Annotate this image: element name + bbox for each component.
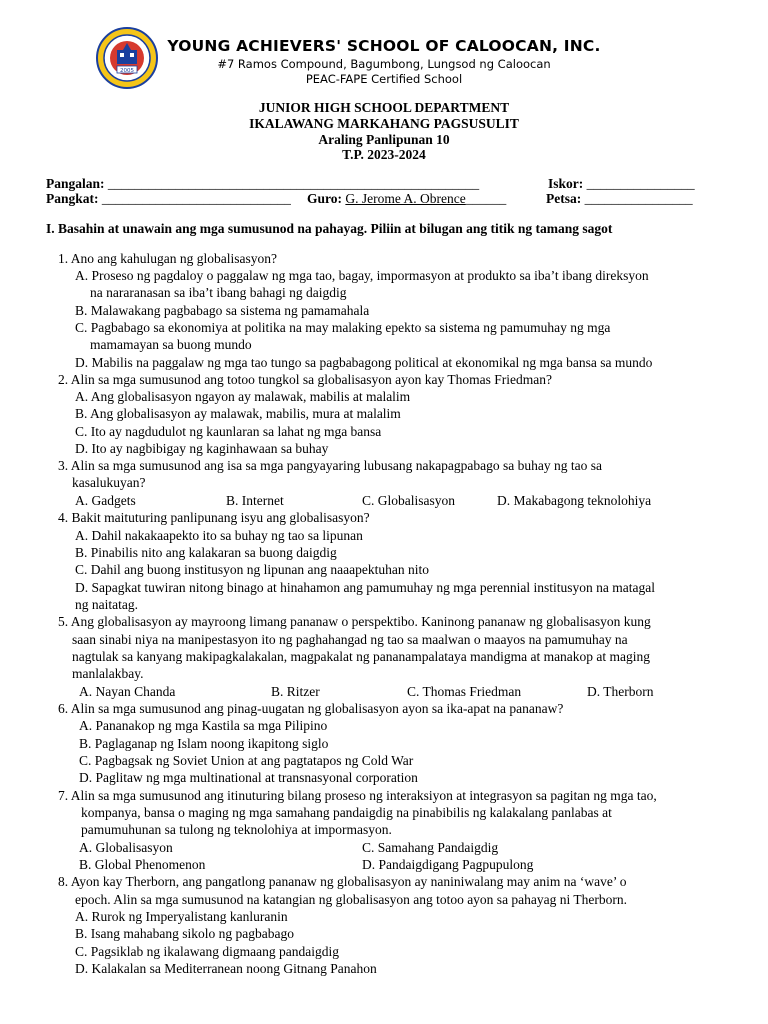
question-5-cont-2: nagtulak sa kanyang makipagkalakalan, magpakalat ng pananampalataya mandigma at manakop at maging xyxy=(72,649,651,664)
q7-choice-a: A. Globalisasyon xyxy=(79,840,173,855)
q1-choice-c-cont: mamamayan sa buong mundo xyxy=(90,337,252,352)
q1-choice-d: D. Mabilis na paggalaw ng mga tao tungo sa pagbabagong political at ekonomikal ng mga bansa sa mundo xyxy=(75,355,653,370)
question-7-cont-1: kompanya, bansa o maging ng mga samahang pandaigdig na pinabibilis ng kalakalang panlabas at xyxy=(81,805,612,820)
question-8: 8. Ayon kay Therborn, ang pangatlong pananaw ng globalisasyon ay naniniwalang may anim na ‘wave’ o xyxy=(58,874,627,889)
q1-choice-a: A. Proseso ng pagdaloy o paggalaw ng mga tao, bagay, impormasyon at produkto sa iba’t ibang direksyon xyxy=(75,268,649,283)
score-label: Iskor: xyxy=(548,176,584,191)
q1-choice-a-cont: na nararanasan sa iba’t ibang bahagi ng daigdig xyxy=(90,285,347,300)
teacher-blank: ______ xyxy=(465,191,507,206)
section-field[interactable] xyxy=(46,191,291,207)
q7-choice-c: C. Samahang Pandaigdig xyxy=(362,840,499,855)
q3-choice-c: C. Globalisasyon xyxy=(362,493,455,508)
department-title: JUNIOR HIGH SCHOOL DEPARTMENT xyxy=(258,100,510,115)
date-label: Petsa: xyxy=(546,191,582,206)
logo-year: 2005 xyxy=(120,68,134,74)
question-7: 7. Alin sa mga sumusunod ang itinuturing bilang proseso ng interaksiyon at integrasyon sa pagitan ng mga tao, xyxy=(58,788,657,803)
q7-choice-b: B. Global Phenomenon xyxy=(79,857,206,872)
q4-choice-d-cont: ng naitatag. xyxy=(75,597,138,612)
q8-choice-b: B. Isang mahabang sikolo ng pagbabago xyxy=(75,926,294,941)
q3-choice-b: B. Internet xyxy=(226,493,284,508)
q8-choice-c: C. Pagsiklab ng ikalawang digmaang pandaigdig xyxy=(75,944,339,959)
q3-choice-a: A. Gadgets xyxy=(75,493,136,508)
q8-choice-d: D. Kalakalan sa Mediterranean noong Gitnang Panahon xyxy=(75,961,377,976)
question-7-cont-2: pamumuhunan sa tulong ng teknolohiya at impormasyon. xyxy=(81,822,392,837)
q5-choice-b: B. Ritzer xyxy=(271,684,320,699)
question-5: 5. Ang globalisasyon ay mayroong limang pananaw o perspektibo. Kaninong pananaw ng globalisasyon kung xyxy=(58,614,651,629)
q6-choice-c: C. Pagbagsak ng Soviet Union at ang pagtatapos ng Cold War xyxy=(79,753,414,768)
q1-choice-b: B. Malawakang pagbabago sa sistema ng pamamahala xyxy=(75,303,370,318)
question-1: 1. Ano ang kahulugan ng globalisasyon? xyxy=(58,251,277,266)
subject-title: Araling Panlipunan 10 xyxy=(318,132,450,147)
question-3: 3. Alin sa mga sumusunod ang isa sa mga pangyayaring lubusang nakapagpabago sa buhay ng tao sa xyxy=(58,458,603,473)
q8-choice-a: A. Rurok ng Imperyalistang kanluranin xyxy=(75,909,288,924)
instruction: I. Basahin at unawain ang mga sumusunod na pahayag. Piliin at bilugan ang titik ng tamang sagot xyxy=(46,221,613,236)
question-2: 2. Alin sa mga sumusunod ang totoo tungkol sa globalisasyon ayon kay Thomas Friedman? xyxy=(58,372,552,387)
school-certification: PEAC-FAPE Certified School xyxy=(305,72,463,86)
q2-choice-c: C. Ito ay nagdudulot ng kaunlaran sa lahat ng mga bansa xyxy=(75,424,382,439)
q4-choice-d: D. Sapagkat tuwiran nitong binago at hinahamon ang pamumuhay ng mga perennial institusyon na matagal xyxy=(75,580,655,595)
exam-title: IKALAWANG MARKAHANG PAGSUSULIT xyxy=(249,116,519,131)
section-label: Pangkat: xyxy=(46,191,99,206)
q2-choice-b: B. Ang globalisasyon ay malawak, mabilis, mura at malalim xyxy=(75,406,401,421)
q2-choice-a: A. Ang globalisasyon ngayon ay malawak, mabilis at malalim xyxy=(75,389,411,404)
score-field[interactable] xyxy=(548,176,695,192)
q1-choice-c: C. Pagbabago sa ekonomiya at politika na may malaking epekto sa sistema ng pamumuhay ng mga xyxy=(75,320,611,335)
q5-choice-d: D. Therborn xyxy=(587,684,654,699)
date-field[interactable] xyxy=(546,191,693,207)
q5-choice-c: C. Thomas Friedman xyxy=(407,684,522,699)
q6-choice-b: B. Paglaganap ng Islam noong ikapitong siglo xyxy=(79,736,329,751)
school-name: YOUNG ACHIEVERS' SCHOOL OF CALOOCAN, INC. xyxy=(167,37,601,55)
question-5-cont-3: manlalakbay. xyxy=(72,666,144,681)
name-blank[interactable]: _______________________________________________________ xyxy=(107,176,480,191)
school-address: #7 Ramos Compound, Bagumbong, Lungsod ng Caloocan xyxy=(217,57,551,71)
q6-choice-a: A. Pananakop ng mga Kastila sa mga Pilipino xyxy=(79,718,328,733)
question-3-cont: kasalukuyan? xyxy=(72,475,146,490)
school-year: T.P. 2023-2024 xyxy=(342,147,426,162)
q5-choice-a: A. Nayan Chanda xyxy=(79,684,176,699)
section-blank[interactable]: ____________________________ xyxy=(101,191,291,206)
q7-choice-d: D. Pandaigdigang Pagpupulong xyxy=(362,857,534,872)
q3-choice-d: D. Makabagong teknolohiya xyxy=(497,493,652,508)
score-blank[interactable]: ________________ xyxy=(586,176,695,191)
q6-choice-d: D. Paglitaw ng mga multinational at transnasyonal corporation xyxy=(79,770,418,785)
q2-choice-d: D. Ito ay nagbibigay ng kaginhawaan sa buhay xyxy=(75,441,329,456)
name-field[interactable] xyxy=(46,176,479,192)
question-5-cont-1: saan sinabi niya na manipestasyon ito ng paghahangad ng tao sa maalwan o maayos na pamumuhay na xyxy=(72,632,628,647)
q4-choice-a: A. Dahil nakakaapekto ito sa buhay ng tao sa lipunan xyxy=(75,528,363,543)
name-label: Pangalan: xyxy=(46,176,105,191)
question-6: 6. Alin sa mga sumusunod ang pinag-uugatan ng globalisasyon ayon sa ika-apat na pananaw? xyxy=(58,701,564,716)
date-blank[interactable]: ________________ xyxy=(584,191,693,206)
teacher-value: G. Jerome A. Obrence xyxy=(345,191,466,206)
question-8-cont: epoch. Alin sa mga sumusunod na katangian ng globalisasyon ang totoo ayon sa pahayag ni Therborn. xyxy=(75,892,628,907)
q4-choice-c: C. Dahil ang buong institusyon ng lipunan ang naaapektuhan nito xyxy=(75,562,429,577)
q4-choice-b: B. Pinabilis nito ang kalakaran sa buong daigdig xyxy=(75,545,337,560)
teacher-field xyxy=(307,191,506,207)
teacher-label: Guro: xyxy=(307,191,343,206)
question-4: 4. Bakit maituturing panlipunang isyu ang globalisasyon? xyxy=(58,510,370,525)
